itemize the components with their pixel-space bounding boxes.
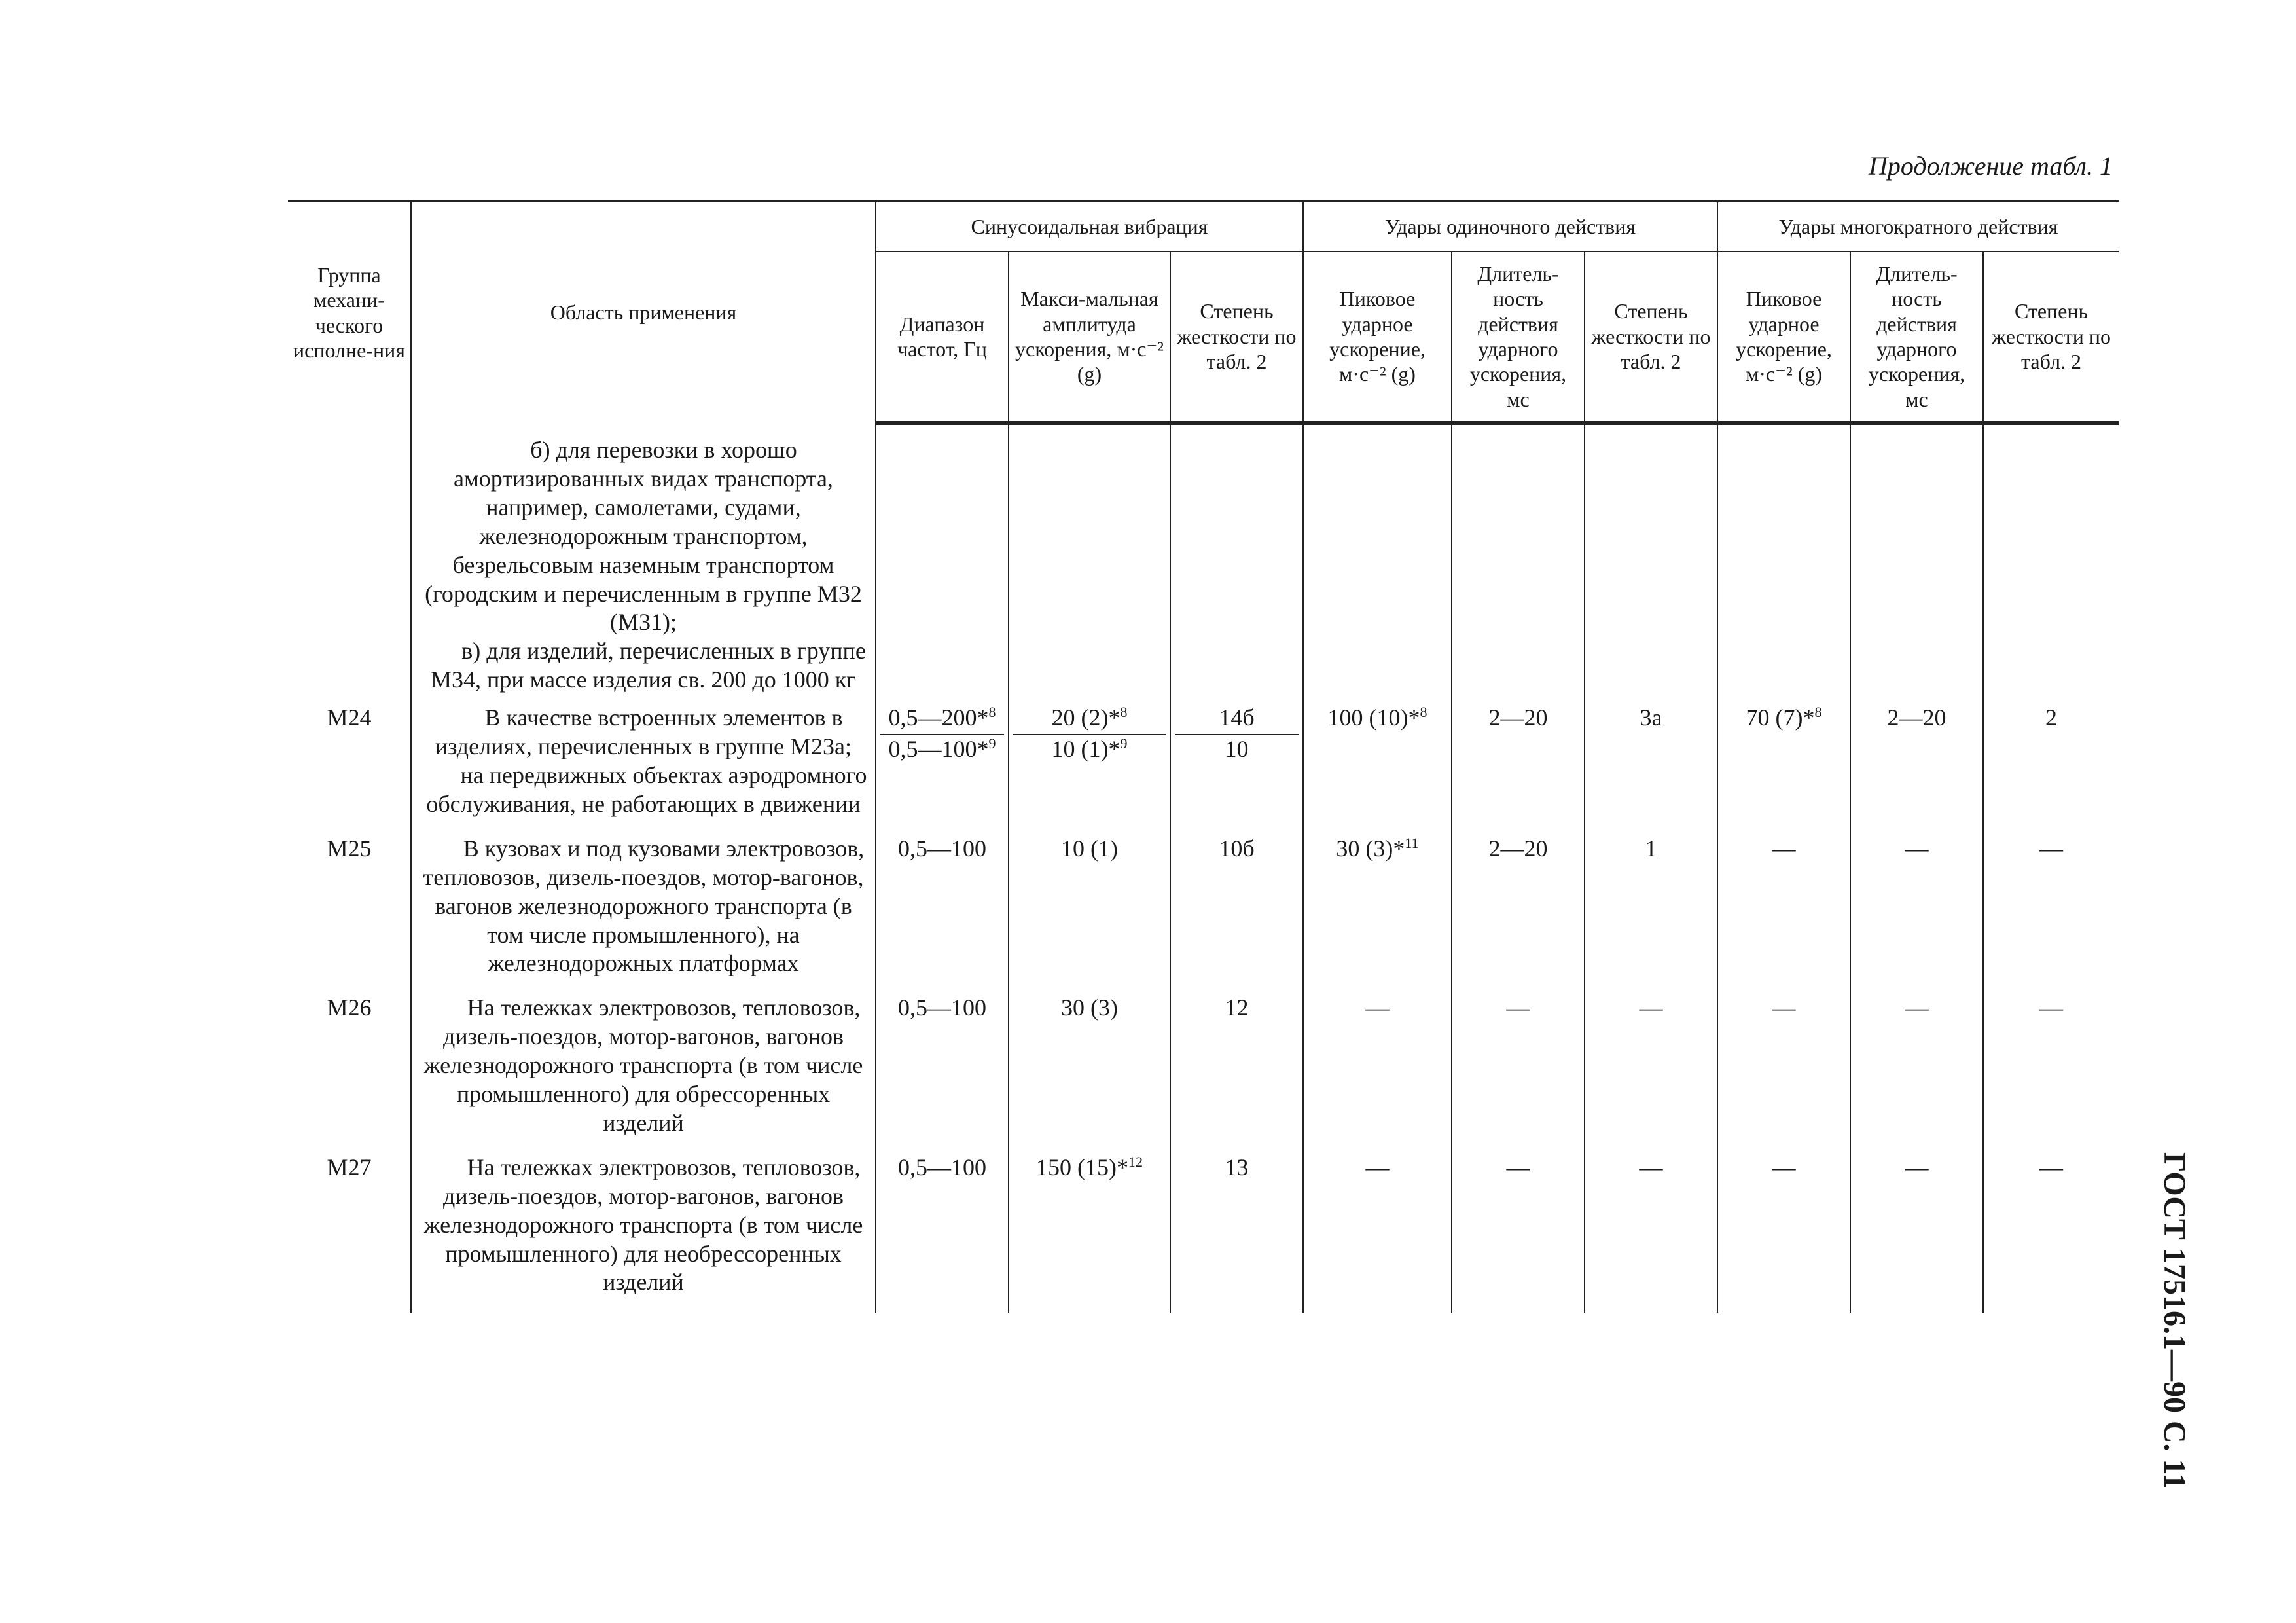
cell-severity-multi: — [1983, 1154, 2119, 1313]
cell-duration-single: — [1452, 994, 1585, 1154]
cell-area [411, 1154, 876, 1313]
continuation-note: Продолжение табл. 1 [1868, 151, 2113, 181]
cell-group: М25 [288, 835, 411, 994]
area-paragraph: На тележках электровозов, тепловозов, дизель-поездов, мотор-вагонов, вагонов железнодорожного транспорта (в том числе промышленного) для необрессоренных изделий [423, 1154, 863, 1296]
cell-peak-single: — [1303, 1154, 1452, 1313]
cell-frequency: 0,5—100 [876, 835, 1009, 994]
area-paragraph: в) для изделий, перечисленных в группе М34, при массе изделия св. 200 до 1000 кг [431, 638, 866, 693]
area-paragraph: На тележках электровозов, тепловозов, дизель-поездов, мотор-вагонов, вагонов железнодорожного транспорта (в том числе промышленного) для обрессоренных изделий [423, 994, 863, 1136]
header-group: Группа механи-ческого исполне-ния [288, 202, 411, 424]
cell-peak-multi: — [1717, 835, 1850, 994]
header-row-groups [288, 202, 2119, 252]
cell-peak-multi: — [1717, 1154, 1850, 1313]
cell-duration-single: 2—20 [1452, 835, 1585, 994]
cell-area [411, 835, 876, 994]
cell-severity-multi: 2 [1983, 704, 2119, 835]
cell-frequency [876, 704, 1009, 835]
area-paragraph: б) для перевозки в хорошо амортизированных видах транспорта, например, самолетами, судами, железнодорожным транспортом, безрельсовым наземным транспортом (городским и перечисленным в группе М32 (М31); [425, 437, 862, 636]
header-duration-multi: Длитель-ность действия ударного ускорения, мс [1850, 251, 1983, 423]
cell-duration-multi: — [1850, 1154, 1983, 1313]
area-paragraph: В кузовах и под кузовами электровозов, тепловозов, дизель-поездов, мотор-вагонов, вагонов железнодорожного транспорта (в том числе промышленного), на железнодорожных платформах [423, 835, 865, 977]
cell-empty [1009, 423, 1170, 704]
header-severity-single: Степень жесткости по табл. 2 [1585, 251, 1717, 423]
cell-empty [876, 423, 1009, 704]
cell-group [288, 423, 411, 704]
header-single-shock: Удары одиночного действия [1303, 202, 1717, 252]
cell-group: М26 [288, 994, 411, 1154]
area-paragraph: на передвижных объектах аэродромного обслуживания, не работающих в движении [426, 761, 867, 817]
header-area: Область применения [411, 202, 876, 424]
cell-empty [1303, 423, 1452, 704]
cell-duration-single: 2—20 [1452, 704, 1585, 835]
cell-peak-single: — [1303, 994, 1452, 1154]
severity-value-1: 14б [1175, 704, 1299, 735]
cell-severity-single: 1 [1585, 835, 1717, 994]
cell-area [411, 994, 876, 1154]
cell-empty [1717, 423, 1850, 704]
cell-frequency: 0,5—100 [876, 1154, 1009, 1313]
cell-frequency: 0,5—100 [876, 994, 1009, 1154]
frequency-value-2: 0,5—100*$^9$ [888, 735, 996, 763]
cell-severity-sin: 10б [1170, 835, 1303, 994]
cell-severity-sin [1170, 704, 1303, 835]
cell-severity-sin: 13 [1170, 1154, 1303, 1313]
table-row [288, 704, 2119, 835]
cell-severity-sin: 12 [1170, 994, 1303, 1154]
header-max-amplitude: Макси-мальная амплитуда ускорения, м·с⁻² (g) [1009, 251, 1170, 423]
header-frequency-range: Диапазон частот, Гц [876, 251, 1009, 423]
vibration-table [288, 200, 2119, 1313]
amplitude-value-1: 20 (2)*$^8$ [1013, 704, 1166, 735]
header-sinusoidal-vibration: Синусоидальная вибрация [876, 202, 1303, 252]
table-row [288, 423, 2119, 704]
cell-severity-single: — [1585, 1154, 1717, 1313]
cell-area [411, 704, 876, 835]
header-peak-single: Пиковое ударное ускорение, м·с⁻² (g) [1303, 251, 1452, 423]
frequency-value-1: 0,5—200*$^8$ [880, 704, 1004, 735]
severity-value-2: 10 [1225, 736, 1249, 763]
cell-amplitude: 10 (1) [1009, 835, 1170, 994]
cell-amplitude [1009, 704, 1170, 835]
cell-empty [1452, 423, 1585, 704]
cell-empty [1850, 423, 1983, 704]
cell-duration-multi: 2—20 [1850, 704, 1983, 835]
cell-empty [1170, 423, 1303, 704]
header-severity-multi: Степень жесткости по табл. 2 [1983, 251, 2119, 423]
header-peak-multi: Пиковое ударное ускорение, м·с⁻² (g) [1717, 251, 1850, 423]
header-multiple-shock: Удары многократного действия [1717, 202, 2119, 252]
area-paragraph: В качестве встроенных элементов в изделиях, перечисленных в группе М23а; [435, 704, 852, 760]
cell-duration-single: — [1452, 1154, 1585, 1313]
table-row [288, 835, 2119, 994]
cell-severity-multi: — [1983, 994, 2119, 1154]
header-severity-sin: Степень жесткости по табл. 2 [1170, 251, 1303, 423]
cell-empty [1585, 423, 1717, 704]
cell-severity-single: 3а [1585, 704, 1717, 835]
sidebar-text: ГОСТ 17516.1—90 С. 11 [2157, 1152, 2192, 1489]
amplitude-value-2: 10 (1)*$^9$ [1051, 735, 1128, 763]
cell-duration-multi: — [1850, 835, 1983, 994]
cell-duration-multi: — [1850, 994, 1983, 1154]
sidebar-standard-id [2153, 1152, 2232, 1493]
table-row [288, 1154, 2119, 1313]
cell-amplitude: 30 (3) [1009, 994, 1170, 1154]
cell-group: М24 [288, 704, 411, 835]
cell-peak-single: 30 (3)*$^{11}$ [1303, 835, 1452, 994]
cell-peak-multi: 70 (7)*$^8$ [1717, 704, 1850, 835]
cell-severity-multi: — [1983, 835, 2119, 994]
cell-severity-single: — [1585, 994, 1717, 1154]
table-row [288, 994, 2119, 1154]
cell-peak-multi: — [1717, 994, 1850, 1154]
cell-amplitude: 150 (15)*$^{12}$ [1009, 1154, 1170, 1313]
header-duration-single: Длитель-ность действия ударного ускорения, мс [1452, 251, 1585, 423]
cell-peak-single: 100 (10)*$^8$ [1303, 704, 1452, 835]
cell-group: М27 [288, 1154, 411, 1313]
cell-empty [1983, 423, 2119, 704]
cell-area [411, 423, 876, 704]
